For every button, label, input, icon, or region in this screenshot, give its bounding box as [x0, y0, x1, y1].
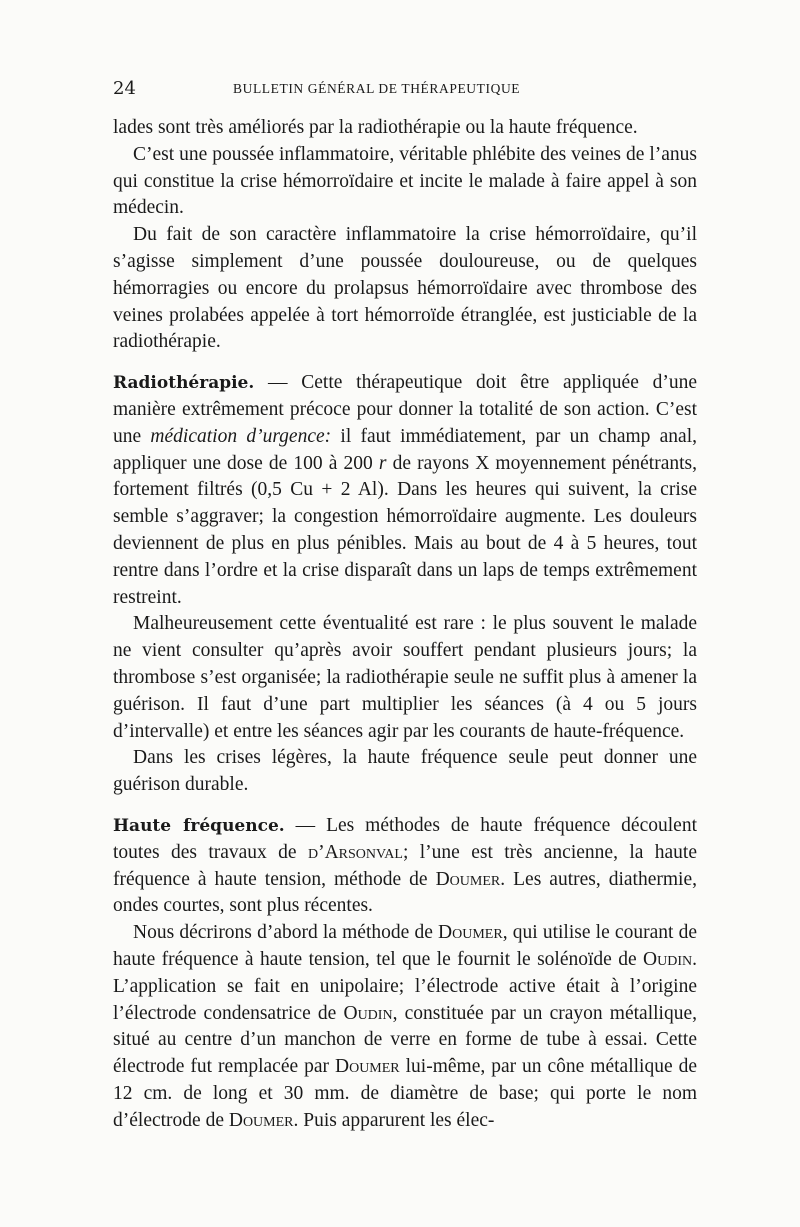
- emphasis-medication-urgence: médication d’urgence:: [150, 425, 332, 447]
- paragraph-1: lades sont très améliorés par la radiothérapie ou la haute fréquence.: [113, 117, 638, 138]
- paragraph-haute-frequence: [113, 813, 697, 920]
- author-name: Oudin: [643, 948, 693, 970]
- author-name: d’Arsonval: [307, 841, 403, 863]
- text-run: , constituée par un crayon métallique, situé au centre d’un manchon de verre en forme de tube à essai. Cette électrode fut remplacée par: [113, 1002, 697, 1078]
- text-run: Nous décrirons d’abord la méthode de: [133, 922, 439, 944]
- paragraph-6: Dans les crises légères, la haute fréquence seule peut donner une guérison durable.: [113, 747, 697, 796]
- page-number: 24: [113, 78, 136, 99]
- text-run: . Puis apparurent les élec-: [293, 1109, 495, 1131]
- text-run: il faut immédiatement, par un champ anal, appliquer une dose de 100 à 200: [113, 425, 698, 474]
- text-run: ; l’une est très ancienne, la haute fréquence à haute tension, méthode de: [113, 841, 698, 890]
- author-name: Doumer: [435, 868, 501, 890]
- page-header: [113, 78, 697, 102]
- paragraph-3: Du fait de son caractère inflammatoire la crise hémorroïdaire, qu’il s’agisse simplement d’une poussée douloureuse, ou de quelques hémorragies ou encore du prolapsus hémorroïdaire avec thrombose des veines prolabées appelée à tort hémorroïde étranglée, est justiciable de la radiothérapie.: [113, 224, 697, 353]
- author-name: Oudin: [343, 1002, 393, 1024]
- text-run: de rayons X moyennement pénétrants, fortement filtrés (0,5 Cu + 2 Al). Dans les heures qui suivent, la crise semble s’aggraver; la congestion hémorroïdaire augmente. Les douleurs deviennent de plus en plus pénibles. Mais au bout de 4 à 5 heures, tout rentre dans l’ordre et la crise disparaît dans un laps de temps extrêmement restreint.: [113, 452, 697, 608]
- body-text: [113, 115, 697, 1134]
- text-run: lui-même, par un cône métallique de 12 cm. de long et 30 mm. de diamètre de base; qui porte le nom d’électrode de: [113, 1056, 697, 1131]
- section-heading-radiotherapie: Radiothérapie.: [113, 373, 255, 394]
- unit-r: r: [378, 452, 387, 474]
- running-title: BULLETIN GÉNÉRAL DE THÉRAPEUTIQUE: [233, 81, 521, 96]
- author-name: Doumer: [438, 922, 503, 944]
- author-name: Doumer: [228, 1109, 294, 1131]
- author-name: Doumer: [335, 1056, 400, 1078]
- paragraph-5: Malheureusement cette éventualité est rare : le plus souvent le malade ne vient consulter qu’après avoir souffert pendant plusieurs jours; la thrombose s’est organisée; la radiothérapie seule ne suffit plus à amener la guérison. Il faut d’une part multiplier les séances (à 4 ou 5 jours d’intervalle) et entre les séances agir par les courants de haute-fréquence.: [113, 613, 697, 742]
- text-run: , qui utilise le courant de haute fréquence à haute tension, tel que le fournit le solénoïde de: [113, 922, 697, 970]
- text-run: . L’application se fait en unipolaire; l’électrode active était à l’origine l’électrode condensatrice de: [113, 948, 697, 1024]
- paragraph-radiotherapie: [113, 370, 697, 611]
- section-heading-haute-frequence: Haute fréquence.: [113, 815, 285, 836]
- paragraph-2: C’est une poussée inflammatoire, véritable phlébite des veines de l’anus qui constitue la crise hémorroïdaire et incite le malade à faire appel à son médecin.: [113, 143, 697, 219]
- paragraph-8: [113, 920, 697, 1134]
- text-run: . Les autres, diathermie, ondes courtes, sont plus récentes.: [113, 868, 697, 917]
- text-run: — Cette thérapeutique doit être appliquée d’une manière extrêmement précoce pour donner la totalité de son action. C’est une: [113, 372, 697, 447]
- text-run: — Les méthodes de haute fréquence découlent toutes des travaux de: [113, 814, 697, 863]
